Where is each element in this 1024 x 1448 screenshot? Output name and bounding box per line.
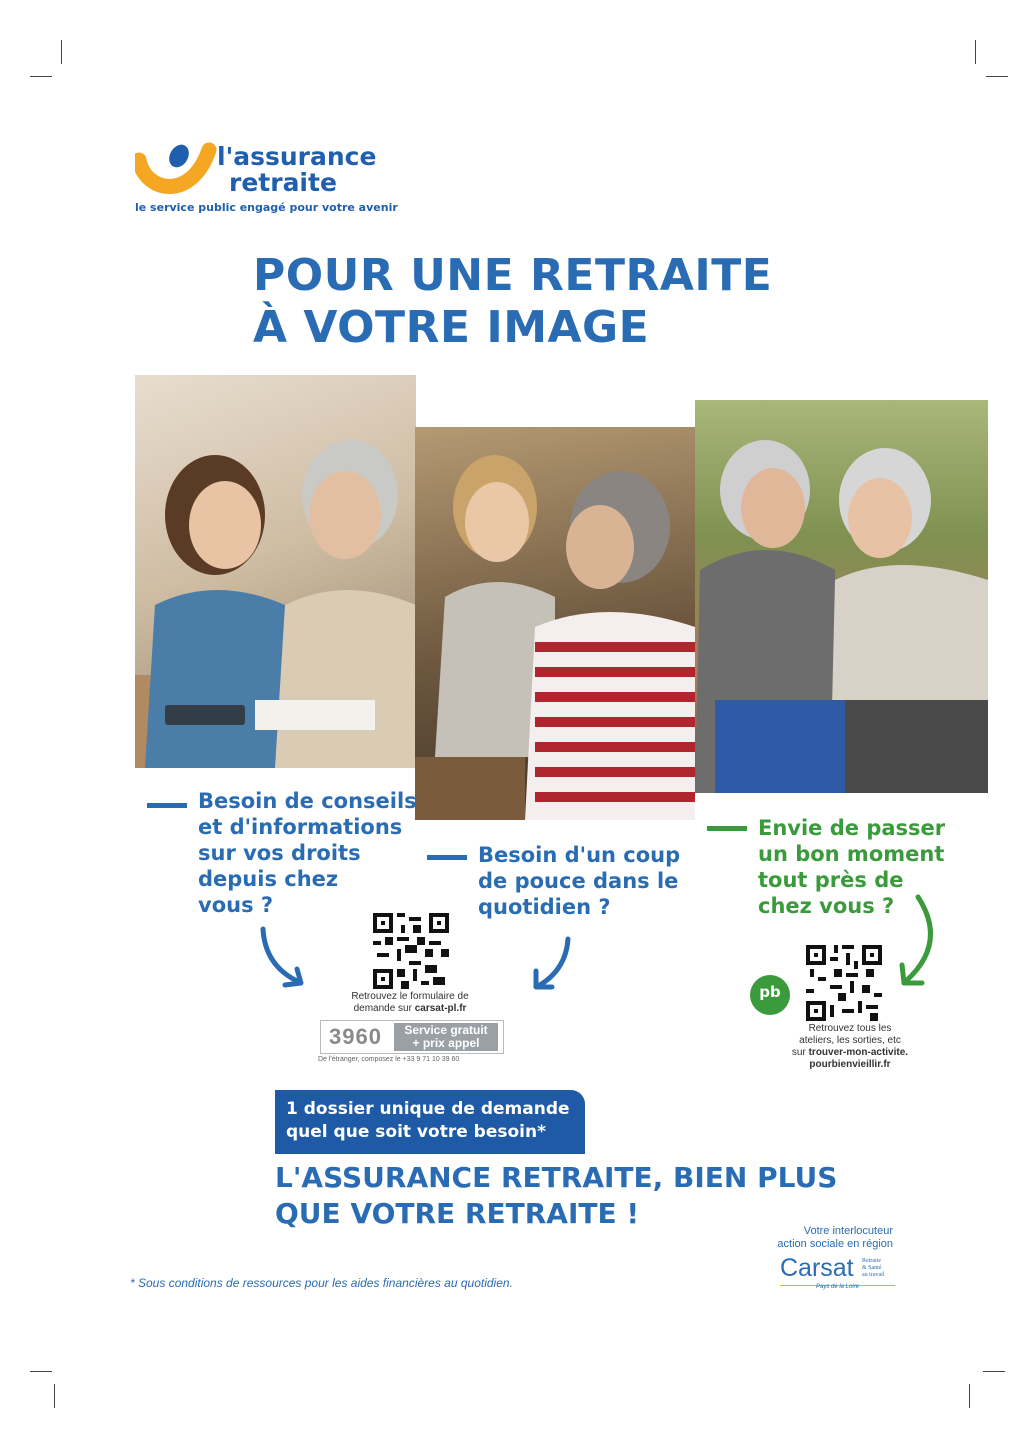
- carsat-caption-line: action sociale en région: [777, 1238, 893, 1250]
- logo: [135, 140, 398, 220]
- qr-code-carsat[interactable]: [373, 913, 449, 989]
- carsat-side-line: au travail: [862, 1272, 885, 1278]
- arrow-curve-down-icon: [896, 893, 946, 993]
- qr-right-caption-line: ateliers, les sorties, etc: [799, 1035, 901, 1046]
- section-2-line: quotidien ?: [478, 895, 611, 919]
- carsat-link[interactable]: carsat-pl.fr: [414, 1003, 467, 1014]
- qr-code-pourbienvieillir[interactable]: [806, 945, 882, 1021]
- footnote: * Sous conditions de ressources pour les aides financières au quotidien.: [130, 1276, 513, 1290]
- qr-right-caption-prefix: sur: [791, 1047, 809, 1058]
- slogan-line-1: L'ASSURANCE RETRAITE, BIEN PLUS: [275, 1161, 838, 1194]
- phone-block: [320, 1020, 504, 1054]
- banner-text: [286, 1098, 570, 1144]
- logo-tagline: le service public engagé pour votre avenir: [135, 201, 398, 214]
- qr-left-caption-line: Retrouvez le formulaire de: [351, 991, 469, 1002]
- logo-mark-icon: [135, 140, 221, 204]
- headline-line-1: POUR UNE RETRAITE: [253, 250, 773, 301]
- photo-advice: [135, 375, 416, 768]
- section-3-line: un bon moment: [758, 842, 945, 866]
- pb-badge: [750, 975, 790, 1015]
- crop-mark: [30, 1371, 52, 1372]
- carsat-region: Pays de la Loire: [815, 1284, 860, 1290]
- slogan: [275, 1160, 837, 1232]
- arrow-down-left-icon: [528, 935, 576, 993]
- logo-line-1: l'assurance: [217, 142, 377, 171]
- section-2-dash: [427, 855, 467, 860]
- section-1-question: [198, 788, 417, 918]
- qr-right-caption: [765, 1023, 935, 1071]
- carsat-logo: [780, 1254, 900, 1294]
- section-3-line: chez vous ?: [758, 894, 895, 918]
- section-2-line: Besoin d'un coup: [478, 843, 681, 867]
- section-3-line: Envie de passer: [758, 816, 946, 840]
- crop-mark: [54, 1384, 55, 1408]
- photo-good-time: [695, 400, 988, 793]
- slogan-line-2: QUE VOTRE RETRAITE !: [275, 1197, 640, 1230]
- dossier-banner: [275, 1090, 585, 1154]
- section-3-line: tout près de: [758, 868, 904, 892]
- section-2-line: de pouce dans le: [478, 869, 679, 893]
- activity-link[interactable]: trouver-mon-activite.: [808, 1047, 909, 1058]
- pourbienvieillir-link[interactable]: pourbienvieillir.fr: [809, 1059, 891, 1070]
- phone-number[interactable]: 3960: [329, 1024, 382, 1049]
- phone-badge-line: + prix appel: [412, 1036, 480, 1050]
- headline: [253, 250, 772, 354]
- qr-right-caption-line: Retrouvez tous les: [808, 1023, 892, 1034]
- carsat-side: [862, 1258, 885, 1279]
- phone-badge: [394, 1023, 498, 1051]
- headline-line-2: À VOTRE IMAGE: [253, 302, 650, 353]
- section-1-dash: [147, 803, 187, 808]
- section-1-line: et d'informations: [198, 815, 403, 839]
- crop-mark: [30, 76, 52, 77]
- photo-daily-help: [415, 427, 695, 820]
- arrow-down-right-icon: [255, 925, 310, 990]
- logo-line-2: retraite: [229, 168, 337, 197]
- phone-badge-line: Service gratuit: [404, 1023, 488, 1037]
- phone-abroad: De l'étranger, composez le +33 9 71 10 39 60: [318, 1056, 460, 1063]
- banner-line: quel que soit votre besoin*: [286, 1122, 546, 1142]
- crop-mark: [61, 40, 62, 64]
- crop-mark: [983, 1371, 1005, 1372]
- carsat-side-line: Retraite: [862, 1258, 881, 1264]
- section-1-line: sur vos droits: [198, 841, 361, 865]
- carsat-caption: [735, 1225, 893, 1251]
- section-1-line: vous ?: [198, 893, 274, 917]
- section-2-question: [478, 842, 680, 920]
- crop-mark: [986, 76, 1008, 77]
- banner-line: 1 dossier unique de demande: [286, 1099, 570, 1119]
- crop-mark: [975, 40, 976, 64]
- section-3-dash: [707, 826, 747, 831]
- qr-left-caption: [330, 991, 490, 1015]
- pb-badge-text: pb: [759, 983, 781, 1001]
- qr-left-caption-prefix: demande sur: [353, 1003, 415, 1014]
- crop-mark: [969, 1384, 970, 1408]
- section-1-line: depuis chez: [198, 867, 339, 891]
- carsat-brand: Carsat: [780, 1254, 854, 1282]
- carsat-side-line: & Santé: [862, 1265, 882, 1271]
- carsat-caption-line: Votre interlocuteur: [803, 1225, 893, 1237]
- section-1-line: Besoin de conseils: [198, 789, 417, 813]
